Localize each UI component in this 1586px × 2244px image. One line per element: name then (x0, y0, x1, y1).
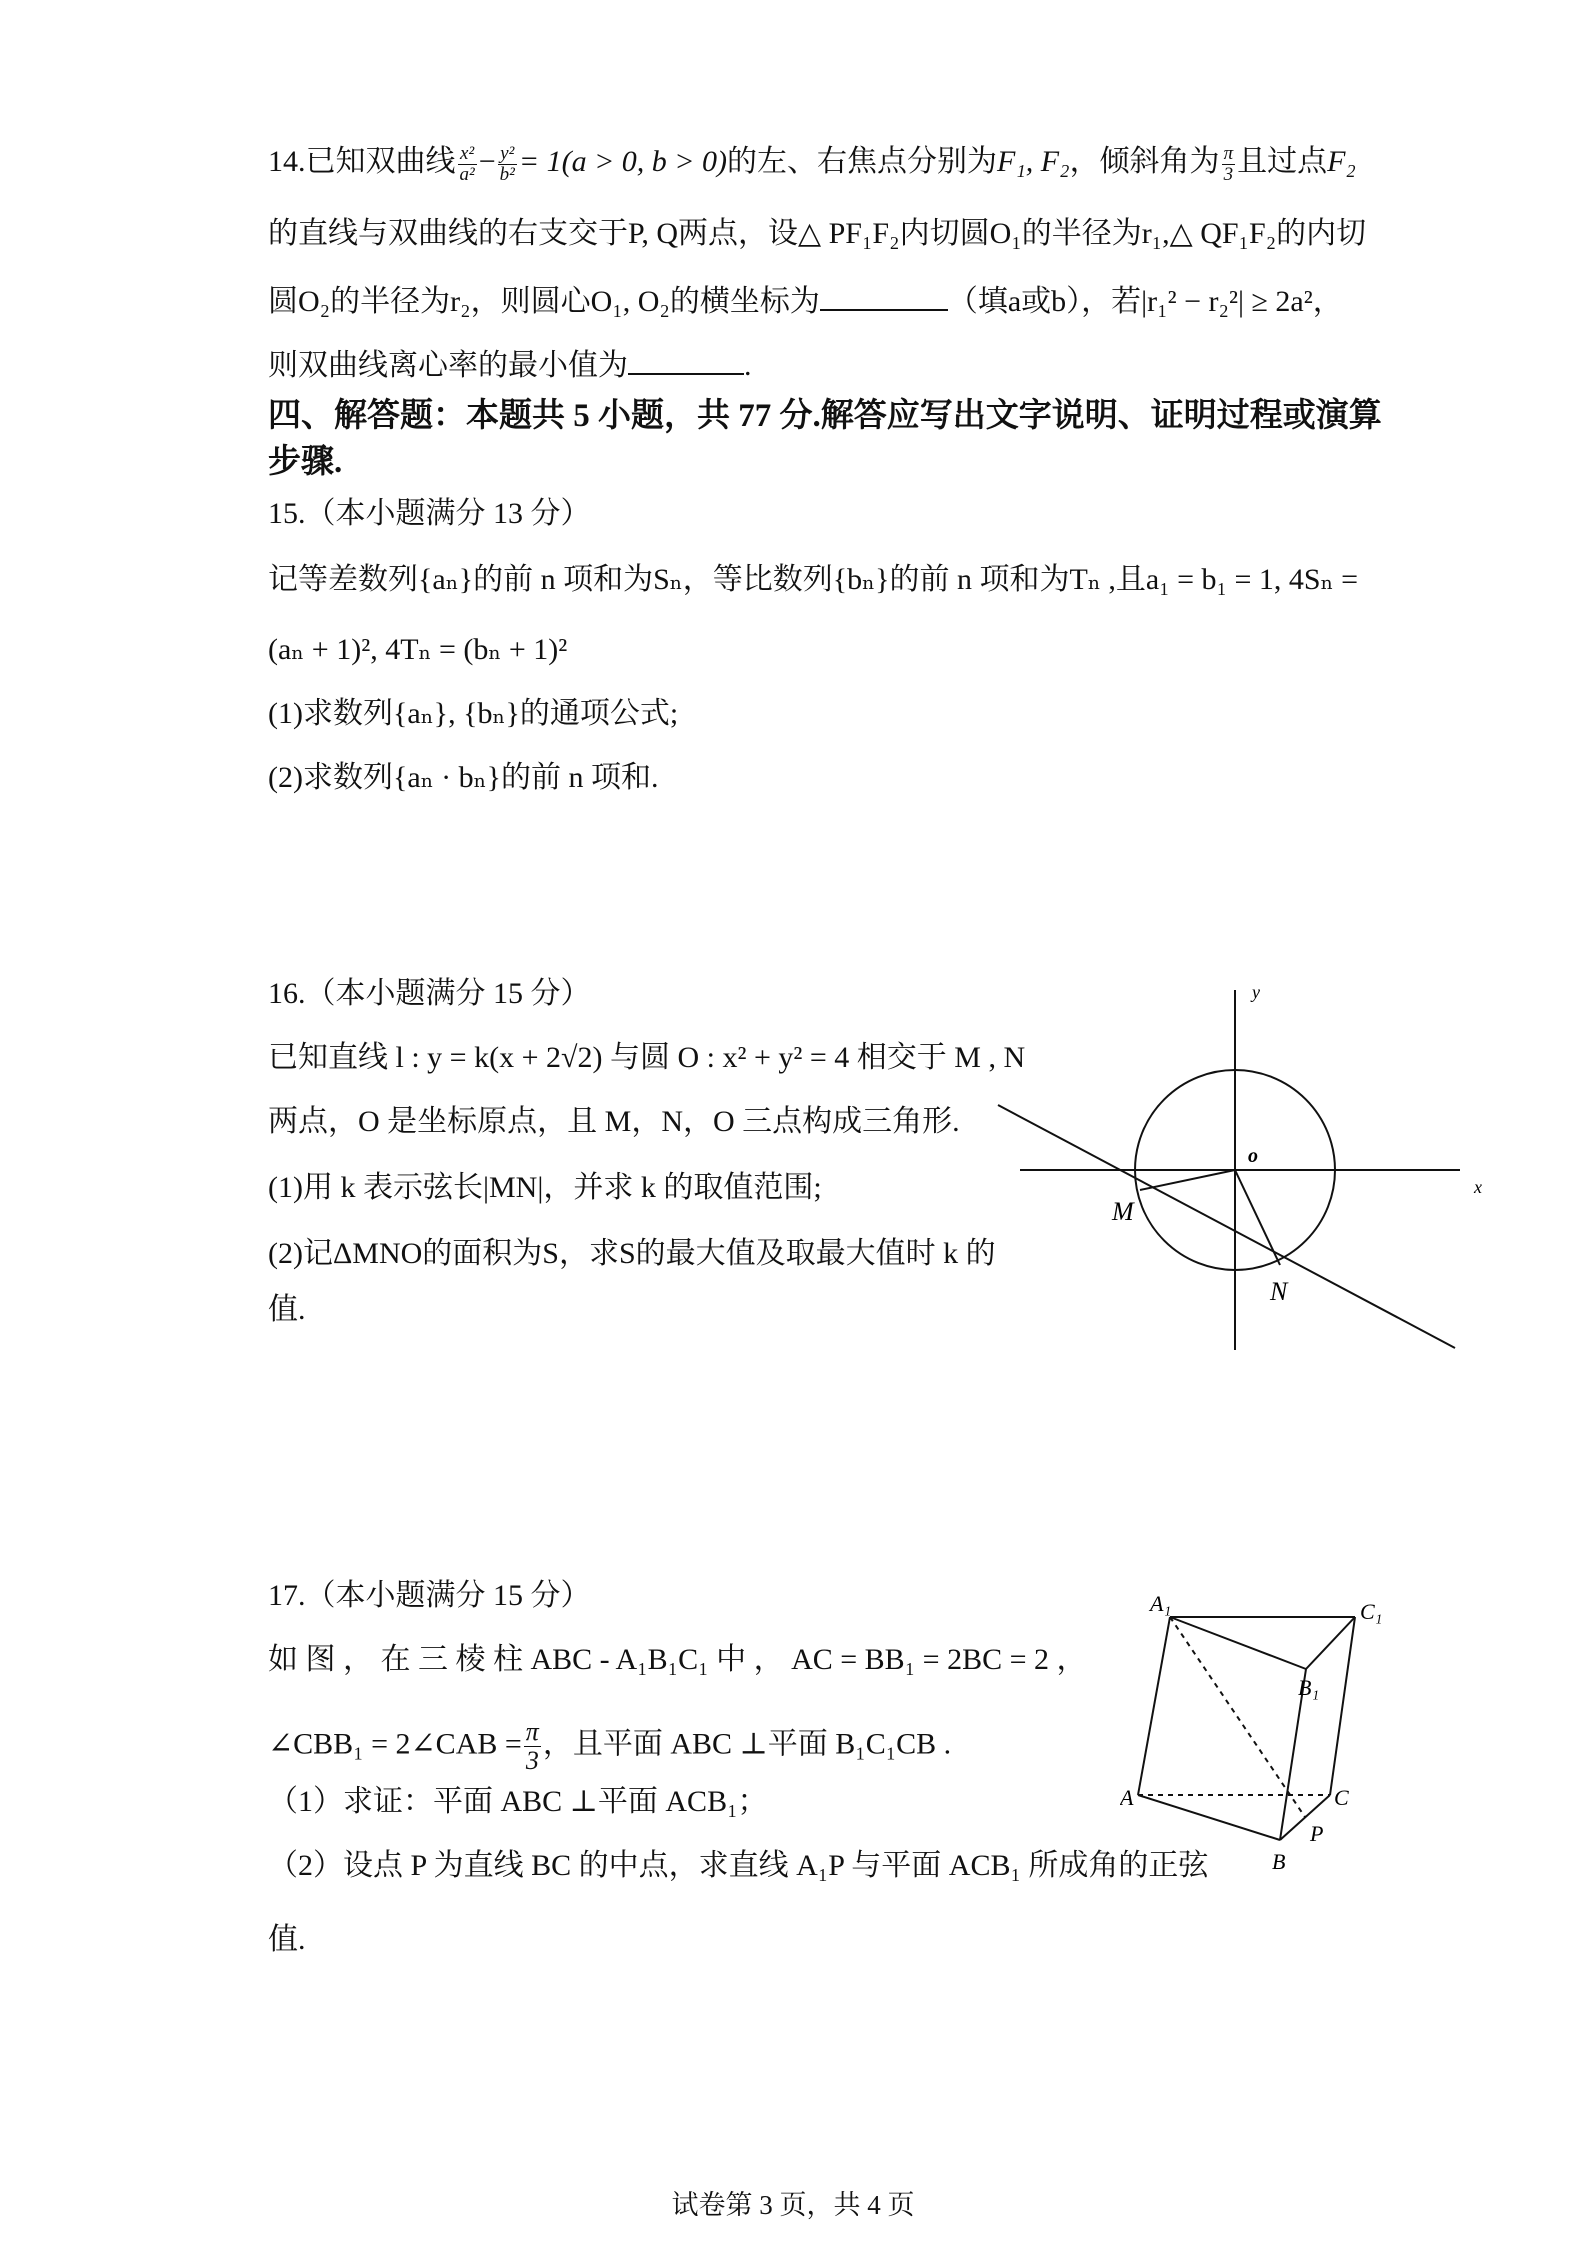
q14-answer-blank-2 (628, 347, 744, 375)
page-footer: 试卷第 3 页，共 4 页 (671, 2190, 915, 2220)
q16-line-l (998, 1105, 1455, 1348)
q14-line-4 (268, 346, 752, 386)
q16-label-o: o (1248, 1145, 1258, 1167)
q17-label-b: B (1272, 1849, 1286, 1874)
q17-line-2b: ，且平面 ABC ⊥平面 B₁C₁CB . (542, 1727, 952, 1761)
q17-label-p: P (1310, 1821, 1324, 1846)
q14-foci: F₁, F₂ (997, 145, 1070, 178)
q15-line-2: (aₙ + 1)², 4Tₙ = (bₙ + 1)² (268, 633, 568, 666)
q17-part-2: （2）设点 P 为直线 BC 的中点，求直线 A₁P 与平面 ACB₁ 所成角的正弦 (268, 1849, 1209, 1882)
q14-frac-angle: $\frac{\pi}{3}$ (1223, 142, 1234, 185)
q14-line-2: 的直线与双曲线的右支交于P, Q两点，设△ PF₁F₂内切圆O₁的半径为r₁,△ QF₁F₂的内切 (268, 217, 1367, 250)
q14-line-3b: （填a或b），若|r₁² − r₂²| ≥ 2a²， (947, 285, 1343, 318)
q16-label-m: M (1112, 1197, 1134, 1226)
q16-part-1: (1)用 k 表示弦长|MN|，并求 k 的取值范围; (268, 1171, 822, 1204)
q17-label-b1: B₁ (1298, 1675, 1320, 1700)
q15-part-2: (2)求数列{aₙ · bₙ}的前 n 项和. (268, 761, 659, 794)
q14-line-1: 14.已知双曲线 $\frac{\text{x²}}{\text{a²}}$ − $\frac{\text{y²}}{\text{b²}}$ = 1(a > 0, b > 0)的左、右焦点分别为F₁, F₂，倾斜角为 $\frac{\pi}{3}$ 且过点F₂ (268, 142, 1356, 185)
q17-frac-angle: $\frac{\pi}{3}$ (525, 1717, 539, 1775)
q17-segment-a1p (1170, 1617, 1305, 1817)
q16-line-2: 两点，O 是坐标原点，且 M，N，O 三点构成三角形. (268, 1105, 960, 1138)
section4-heading-2: 步骤. (268, 444, 343, 480)
q14-number: 14. (268, 145, 306, 178)
q14-line-4b: . (744, 349, 752, 382)
q17-prism-figure (1120, 1585, 1420, 1885)
q17-edge-c1c (1330, 1617, 1355, 1795)
q14-frac-y: $\frac{\text{y²}}{\text{b²}}$ (499, 142, 515, 185)
q14-line-4a: 则双曲线离心率的最小值为 (268, 349, 628, 382)
q17-label-c1: C₁ (1360, 1599, 1383, 1624)
q15-header: 15.（本小题满分 13 分） (268, 497, 591, 530)
q15-part-1: (1)求数列{aₙ}, {bₙ}的通项公式; (268, 697, 679, 730)
q17-edge-b1c1 (1306, 1617, 1355, 1669)
q17-line-2a: ∠CBB₁ = 2∠CAB = (268, 1727, 522, 1761)
q14-line-3 (268, 282, 1343, 322)
q16-circle-figure (990, 980, 1490, 1360)
q17-line-1: 如 图 ， 在 三 棱 柱 ABC - A₁B₁C₁ 中 ， AC = BB₁ = 2BC = 2 ， (268, 1643, 1087, 1676)
q17-label-a: A (1120, 1785, 1134, 1810)
q14-line-3a: 圆O₂的半径为r₂，则圆心O₁, O₂的横坐标为 (268, 285, 820, 318)
q17-edge-ab (1138, 1795, 1280, 1840)
q14-f2: F₂ (1327, 145, 1356, 178)
q14-frac-x: $\frac{\text{x²}}{\text{a²}}$ (459, 142, 475, 185)
q17-part-2-end: 值. (268, 1923, 306, 1956)
q14-text-b: 的左、右焦点分别为 (727, 145, 998, 178)
q17-label-c: C (1334, 1785, 1349, 1810)
q14-condition: = 1(a > 0, b > 0) (518, 145, 728, 178)
q16-label-n: N (1270, 1277, 1288, 1306)
q16-line-1: 已知直线 l : y = k(x + 2√2) 与圆 O : x² + y² = 4 相交于 M , N (268, 1041, 1026, 1074)
q16-header: 16.（本小题满分 15 分） (268, 977, 591, 1010)
section4-heading-1: 四、解答题：本题共 5 小题，共 77 分.解答应写出文字说明、证明过程或演算 (268, 398, 1382, 434)
q15-line-1: 记等差数列{aₙ}的前 n 项和为Sₙ，等比数列{bₙ}的前 n 项和为Tₙ ,且a₁ = b₁ = 1, 4Sₙ = (268, 563, 1358, 596)
q16-part-2: (2)记ΔMNO的面积为S，求S的最大值及取最大值时 k 的 (268, 1237, 996, 1270)
q17-edge-a1b1 (1170, 1617, 1306, 1669)
q17-label-a1: A₁ (1150, 1591, 1172, 1616)
q14-text-a: 已知双曲线 (305, 145, 456, 178)
q16-label-x: x (1474, 1177, 1482, 1197)
q14-text-c: ，倾斜角为 (1069, 145, 1220, 178)
q16-segment-on (1235, 1170, 1280, 1265)
q14-text-d: 且过点 (1237, 145, 1328, 178)
q14-answer-blank-1 (820, 283, 948, 311)
q17-part-1: （1）求证：平面 ABC ⊥平面 ACB₁； (268, 1785, 768, 1818)
q17-edge-a1a (1138, 1617, 1170, 1795)
q16-segment-om (1140, 1170, 1235, 1190)
q17-header: 17.（本小题满分 15 分） (268, 1579, 591, 1612)
q17-line-2 (268, 1718, 951, 1775)
q16-label-y: y (1252, 982, 1260, 1002)
q16-part-2-end: 值. (268, 1293, 306, 1326)
